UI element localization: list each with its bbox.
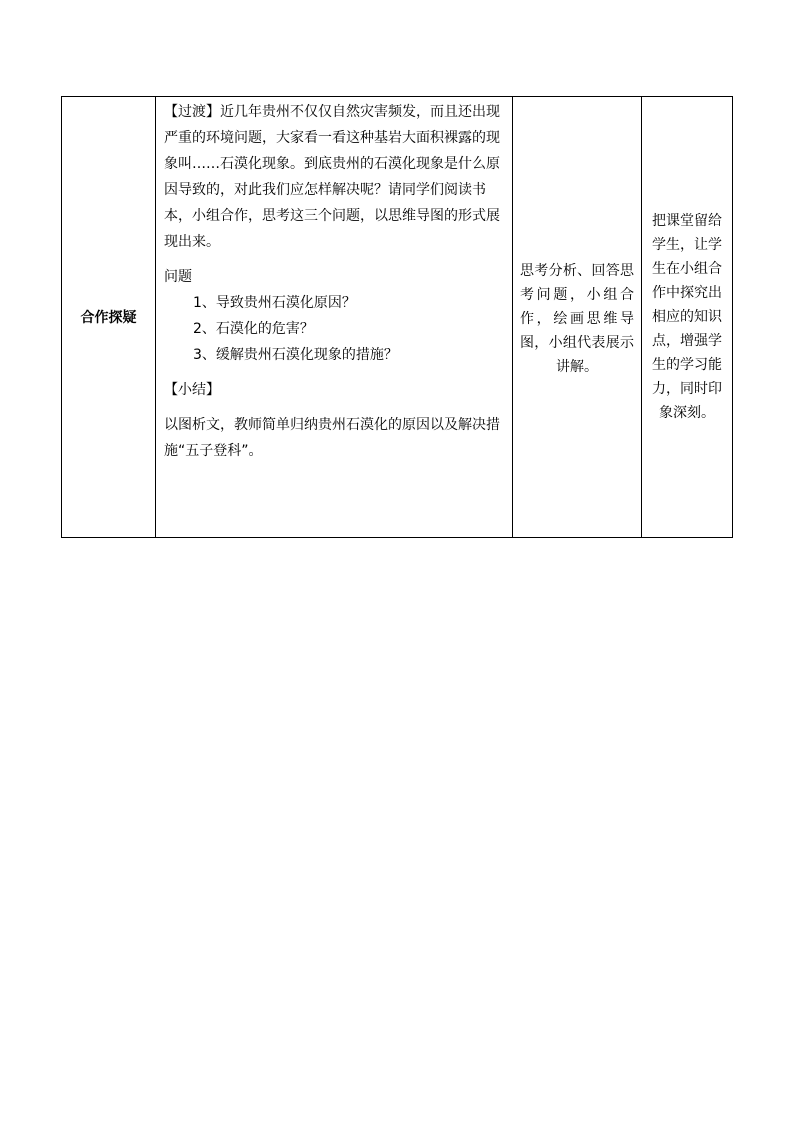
- section-label: 合作探疑: [80, 310, 137, 326]
- transition-tag: 【过渡】: [164, 104, 220, 120]
- question-item: 3、缓解贵州石漠化现象的措施？: [193, 347, 398, 363]
- design-intent-text: 把课堂留给学生，让学生在小组合作中探究出相应的知识点，增强学生的学习能力，同时印象深刻。: [652, 213, 722, 421]
- design-intent-cell: [642, 97, 733, 538]
- lesson-plan-table: [61, 96, 733, 538]
- transition-paragraph: [164, 99, 504, 255]
- summary-tag: 【小结】: [164, 382, 220, 398]
- teacher-activity-cell: [156, 97, 513, 538]
- summary-text: 以图析文，教师简单归纳贵州石漠化的原因以及解决措施“五子登科”。: [164, 417, 500, 459]
- table-row: [62, 97, 733, 538]
- question-item: 2、石漠化的危害？: [193, 321, 314, 337]
- student-activity-text: 思考分析、回答思考问题，小组合作，绘画思维导图，小组代表展示讲解。: [520, 263, 634, 375]
- question-item: 1、导致贵州石漠化原因？: [193, 295, 356, 311]
- transition-text: 近几年贵州不仅仅自然灾害频发，而且还出现严重的环境问题，大家看一看这种基岩大面积裸露的现象叫……石漠化现象。到底贵州的石漠化现象是什么原因导致的，对此我们应怎样解决呢？请同学们阅读书本，小组合作，思考这三个问题，以思维导图的形式展现出来。: [164, 104, 500, 250]
- student-activity-cell: [513, 97, 642, 538]
- questions-heading: 问题: [164, 269, 192, 285]
- section-label-cell: [62, 97, 156, 538]
